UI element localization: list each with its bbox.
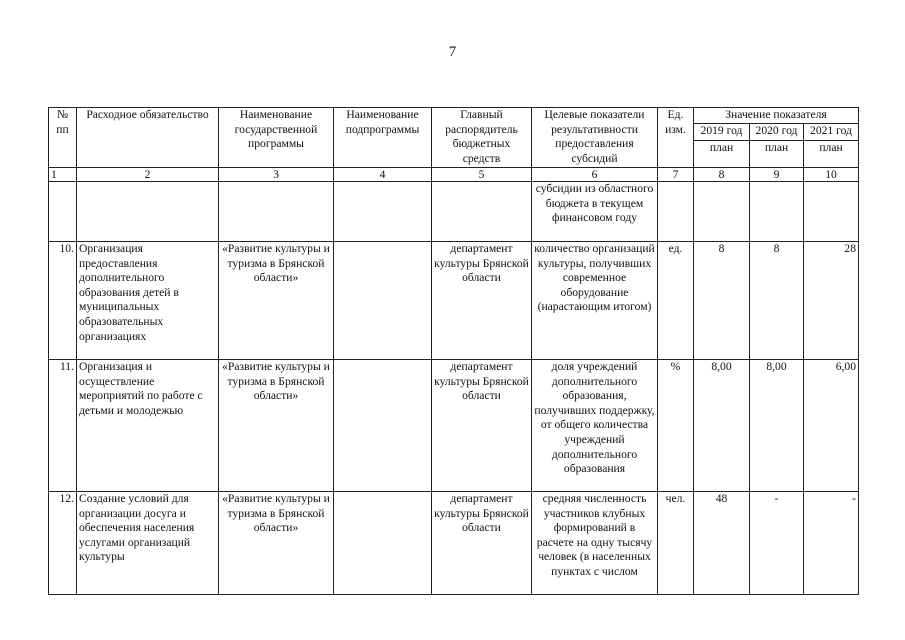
row-subprogram xyxy=(334,492,432,595)
row-target: количество организаций культуры, получивших современное оборудование (нарастающим итогом) xyxy=(532,242,658,360)
row-value-2020: 8,00 xyxy=(750,360,804,492)
row-value-2020: 8 xyxy=(750,242,804,360)
row-subprogram xyxy=(334,360,432,492)
header-plan-2020: план xyxy=(750,141,804,168)
colnum-1: 1 xyxy=(49,168,77,182)
row-program: «Развитие культуры и туризма в Брянской области» xyxy=(219,492,334,595)
row-manager: департамент культуры Брянской области xyxy=(432,242,532,360)
row-unit: ед. xyxy=(658,242,694,360)
row-obligation: Создание условий для организации досуга и обеспечения населения услугами организаций культуры xyxy=(77,492,219,595)
colnum-7: 7 xyxy=(658,168,694,182)
header-plan-2019: план xyxy=(694,141,750,168)
row-manager: департамент культуры Брянской области xyxy=(432,360,532,492)
row-target: доля учреждений дополнительного образования, получивших поддержку, от общего количества учреждений дополнительного образования xyxy=(532,360,658,492)
row-program: «Развитие культуры и туризма в Брянской области» xyxy=(219,360,334,492)
table-row xyxy=(49,492,859,595)
header-num: № пп xyxy=(49,108,77,168)
colnum-2: 2 xyxy=(77,168,219,182)
row-obligation: Организация и осуществление мероприятий по работе с детьми и молодежью xyxy=(77,360,219,492)
colnum-9: 9 xyxy=(750,168,804,182)
header-year-2020: 2020 год xyxy=(750,124,804,141)
table-row xyxy=(49,242,859,360)
header-program: Наименование государственной программы xyxy=(219,108,334,168)
colnum-6: 6 xyxy=(532,168,658,182)
row-value-2019: 48 xyxy=(694,492,750,595)
header-year-2021: 2021 год xyxy=(804,124,859,141)
header-targets: Целевые показатели результативности предоставления субсидий xyxy=(532,108,658,168)
row-unit: % xyxy=(658,360,694,492)
row-num: 11. xyxy=(49,360,77,492)
indicators-table xyxy=(48,107,859,595)
colnum-10: 10 xyxy=(804,168,859,182)
row-value-2021: 6,00 xyxy=(804,360,859,492)
row-target: средняя численность участников клубных формирований в расчете на одну тысячу человек (в населенных пунктах с числом xyxy=(532,492,658,595)
row-value-2019: 8,00 xyxy=(694,360,750,492)
table-row xyxy=(49,360,859,492)
header-value: Значение показателя xyxy=(694,108,859,124)
header-year-2019: 2019 год xyxy=(694,124,750,141)
header-manager: Главный распорядитель бюджетных средств xyxy=(432,108,532,168)
header-obligation: Расходное обязательство xyxy=(77,108,219,168)
row-num: 12. xyxy=(49,492,77,595)
row-value-2021: - xyxy=(804,492,859,595)
row-num: 10. xyxy=(49,242,77,360)
continuation-target: субсидии из областного бюджета в текущем финансовом году xyxy=(532,182,658,242)
row-manager: департамент культуры Брянской области xyxy=(432,492,532,595)
colnum-4: 4 xyxy=(334,168,432,182)
header-unit: Ед. изм. xyxy=(658,108,694,168)
header-plan-2021: план xyxy=(804,141,859,168)
table-row-continuation xyxy=(49,182,859,242)
colnum-8: 8 xyxy=(694,168,750,182)
row-value-2019: 8 xyxy=(694,242,750,360)
row-value-2020: - xyxy=(750,492,804,595)
colnum-3: 3 xyxy=(219,168,334,182)
row-subprogram xyxy=(334,242,432,360)
row-obligation: Организация предоставления дополнительного образования детей в муниципальных образовательных организациях xyxy=(77,242,219,360)
row-program: «Развитие культуры и туризма в Брянской области» xyxy=(219,242,334,360)
header-subprogram: Наименование подпрограммы xyxy=(334,108,432,168)
colnum-5: 5 xyxy=(432,168,532,182)
row-unit: чел. xyxy=(658,492,694,595)
row-value-2021: 28 xyxy=(804,242,859,360)
page-number: 7 xyxy=(448,44,457,60)
